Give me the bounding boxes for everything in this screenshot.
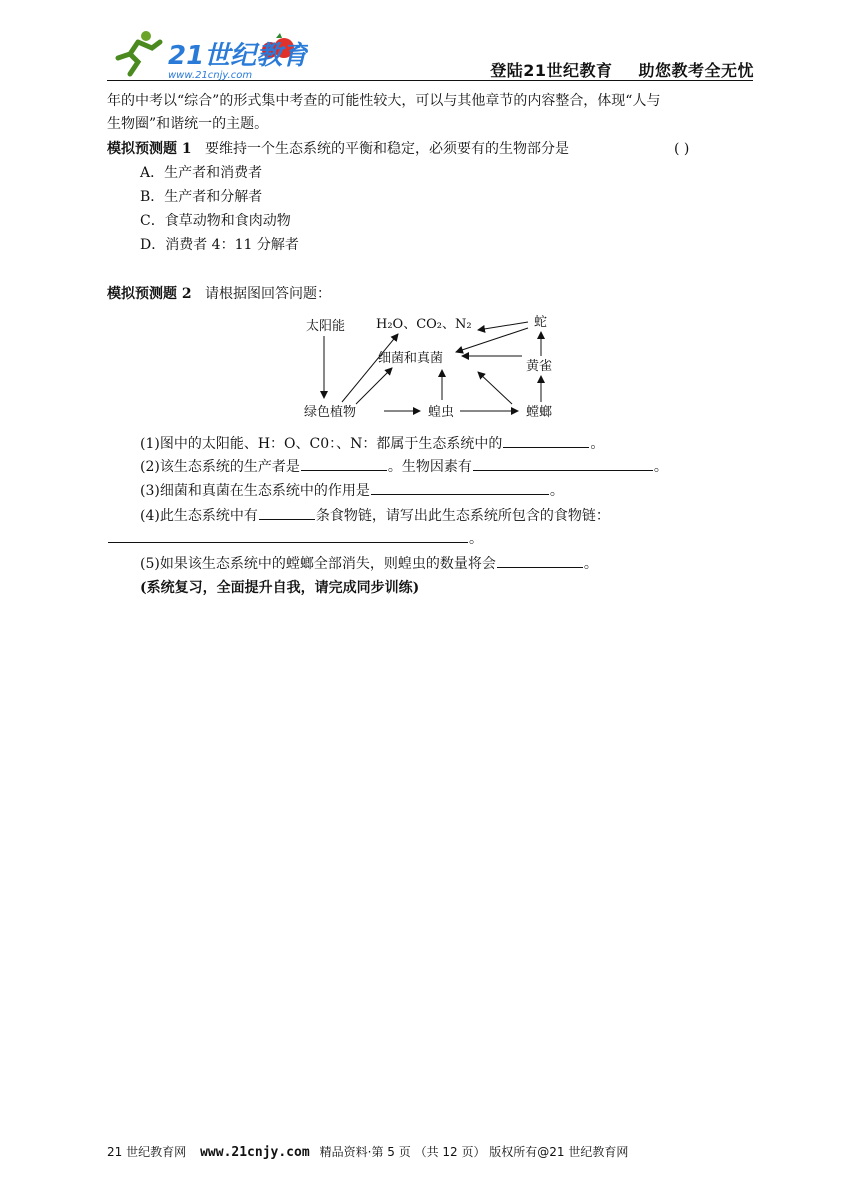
answer-blank-4b[interactable]: [108, 528, 468, 543]
question-1-option-b: B．生产者和分解者: [140, 189, 263, 205]
question-1-answer-paren: ( ): [674, 141, 690, 157]
header-divider: [107, 80, 753, 81]
question-1-stem: [107, 138, 569, 160]
node-snake: 蛇: [534, 315, 548, 330]
arrow-plant-inorganic: [342, 334, 398, 402]
node-bird: 黄雀: [526, 359, 553, 374]
sub-2-end: 。: [653, 459, 668, 475]
answer-blank-4a[interactable]: [259, 505, 315, 520]
header-slogan: [490, 58, 754, 81]
sub-5-end: 。: [583, 556, 598, 572]
footer-site-link[interactable]: www.21cnjy.com: [200, 1145, 310, 1160]
arrow-plant-decomposer: [356, 368, 392, 404]
closing-note: (系统复习，全面提升自我，请完成同步训练): [140, 580, 420, 596]
node-plant: 绿色植物: [304, 405, 357, 420]
question-1-option-a: A．生产者和消费者: [140, 165, 263, 181]
question-1-label: 模拟预测题 1: [107, 141, 192, 157]
answer-blank-5[interactable]: [497, 553, 583, 568]
footer-right: 精品资料·第 5 页 （共 12 页） 版权所有@21 世纪教育网: [319, 1145, 629, 1159]
answer-blank-2a[interactable]: [301, 456, 387, 471]
intro-line-1: 年的中考以“综合”的形式集中考查的可能性较大，可以与其他章节的内容整合，体现“人与: [107, 93, 661, 109]
sub-3-text: (3)细菌和真菌在生态系统中的作用是: [140, 483, 370, 499]
question-2-sub-4: [140, 505, 610, 527]
slogan-left: 登陆21世纪教育: [490, 61, 613, 80]
arrow-mantis-decomposer: [478, 372, 512, 404]
question-2-sub-2: [140, 456, 668, 478]
svg-text:21世纪教育: 21世纪教育: [168, 41, 308, 71]
node-sun: 太阳能: [306, 319, 346, 334]
svg-text:www.21cnjy.com: www.21cnjy.com: [168, 70, 253, 81]
sub-2-mid: 。生物因素有: [387, 459, 472, 475]
question-2-stem: [107, 283, 331, 305]
question-2-sub-1: [140, 433, 604, 455]
sub-4-mid: 条食物链，请写出此生态系统所包含的食物链：: [315, 508, 610, 524]
slogan-right: 助您教考全无忧: [638, 61, 754, 80]
node-mantis: 螳螂: [526, 405, 553, 420]
question-1-text: 要维持一个生态系统的平衡和稳定，必须要有的生物部分是: [204, 141, 569, 157]
sub-1-end: 。: [590, 436, 605, 452]
arrow-snake-inorganic: [478, 322, 528, 330]
question-2-sub-5: [140, 553, 598, 575]
question-2-label: 模拟预测题 2: [107, 286, 192, 302]
sub-3-end: 。: [549, 483, 564, 499]
footer-left: 21 世纪教育网: [107, 1145, 187, 1159]
sub-2-text: (2)该生态系统的生产者是: [140, 459, 300, 475]
page-footer: [107, 1143, 628, 1160]
question-2-text: 请根据图回答问题：: [204, 286, 331, 302]
sub-4-text: (4)此生态系统中有: [140, 508, 258, 524]
sub-4-end: 。: [469, 531, 483, 547]
question-2-sub-4-line-2: [107, 528, 483, 550]
intro-line-2: 生物圈”和谐统一的主题。: [107, 116, 269, 132]
food-web-diagram: [300, 310, 570, 426]
node-inorganic: H₂O、CO₂、N₂: [376, 317, 472, 332]
answer-blank-2b[interactable]: [473, 456, 653, 471]
answer-blank-3[interactable]: [371, 480, 549, 495]
sub-1-text: (1)图中的太阳能、H：O、C0：、N：都属于生态系统中的: [140, 436, 503, 452]
answer-blank-1[interactable]: [503, 433, 589, 448]
question-1-option-d: D．消费者 4：11 分解者: [140, 237, 299, 253]
node-insect: 蝗虫: [428, 405, 455, 420]
node-decomposer: 细菌和真菌: [378, 351, 444, 366]
site-logo: [108, 28, 308, 82]
question-2-sub-3: [140, 480, 564, 502]
sub-5-text: (5)如果该生态系统中的螳螂全部消失，则蝗虫的数量将会: [140, 556, 496, 572]
question-1-option-c: C．食草动物和食肉动物: [140, 213, 291, 229]
